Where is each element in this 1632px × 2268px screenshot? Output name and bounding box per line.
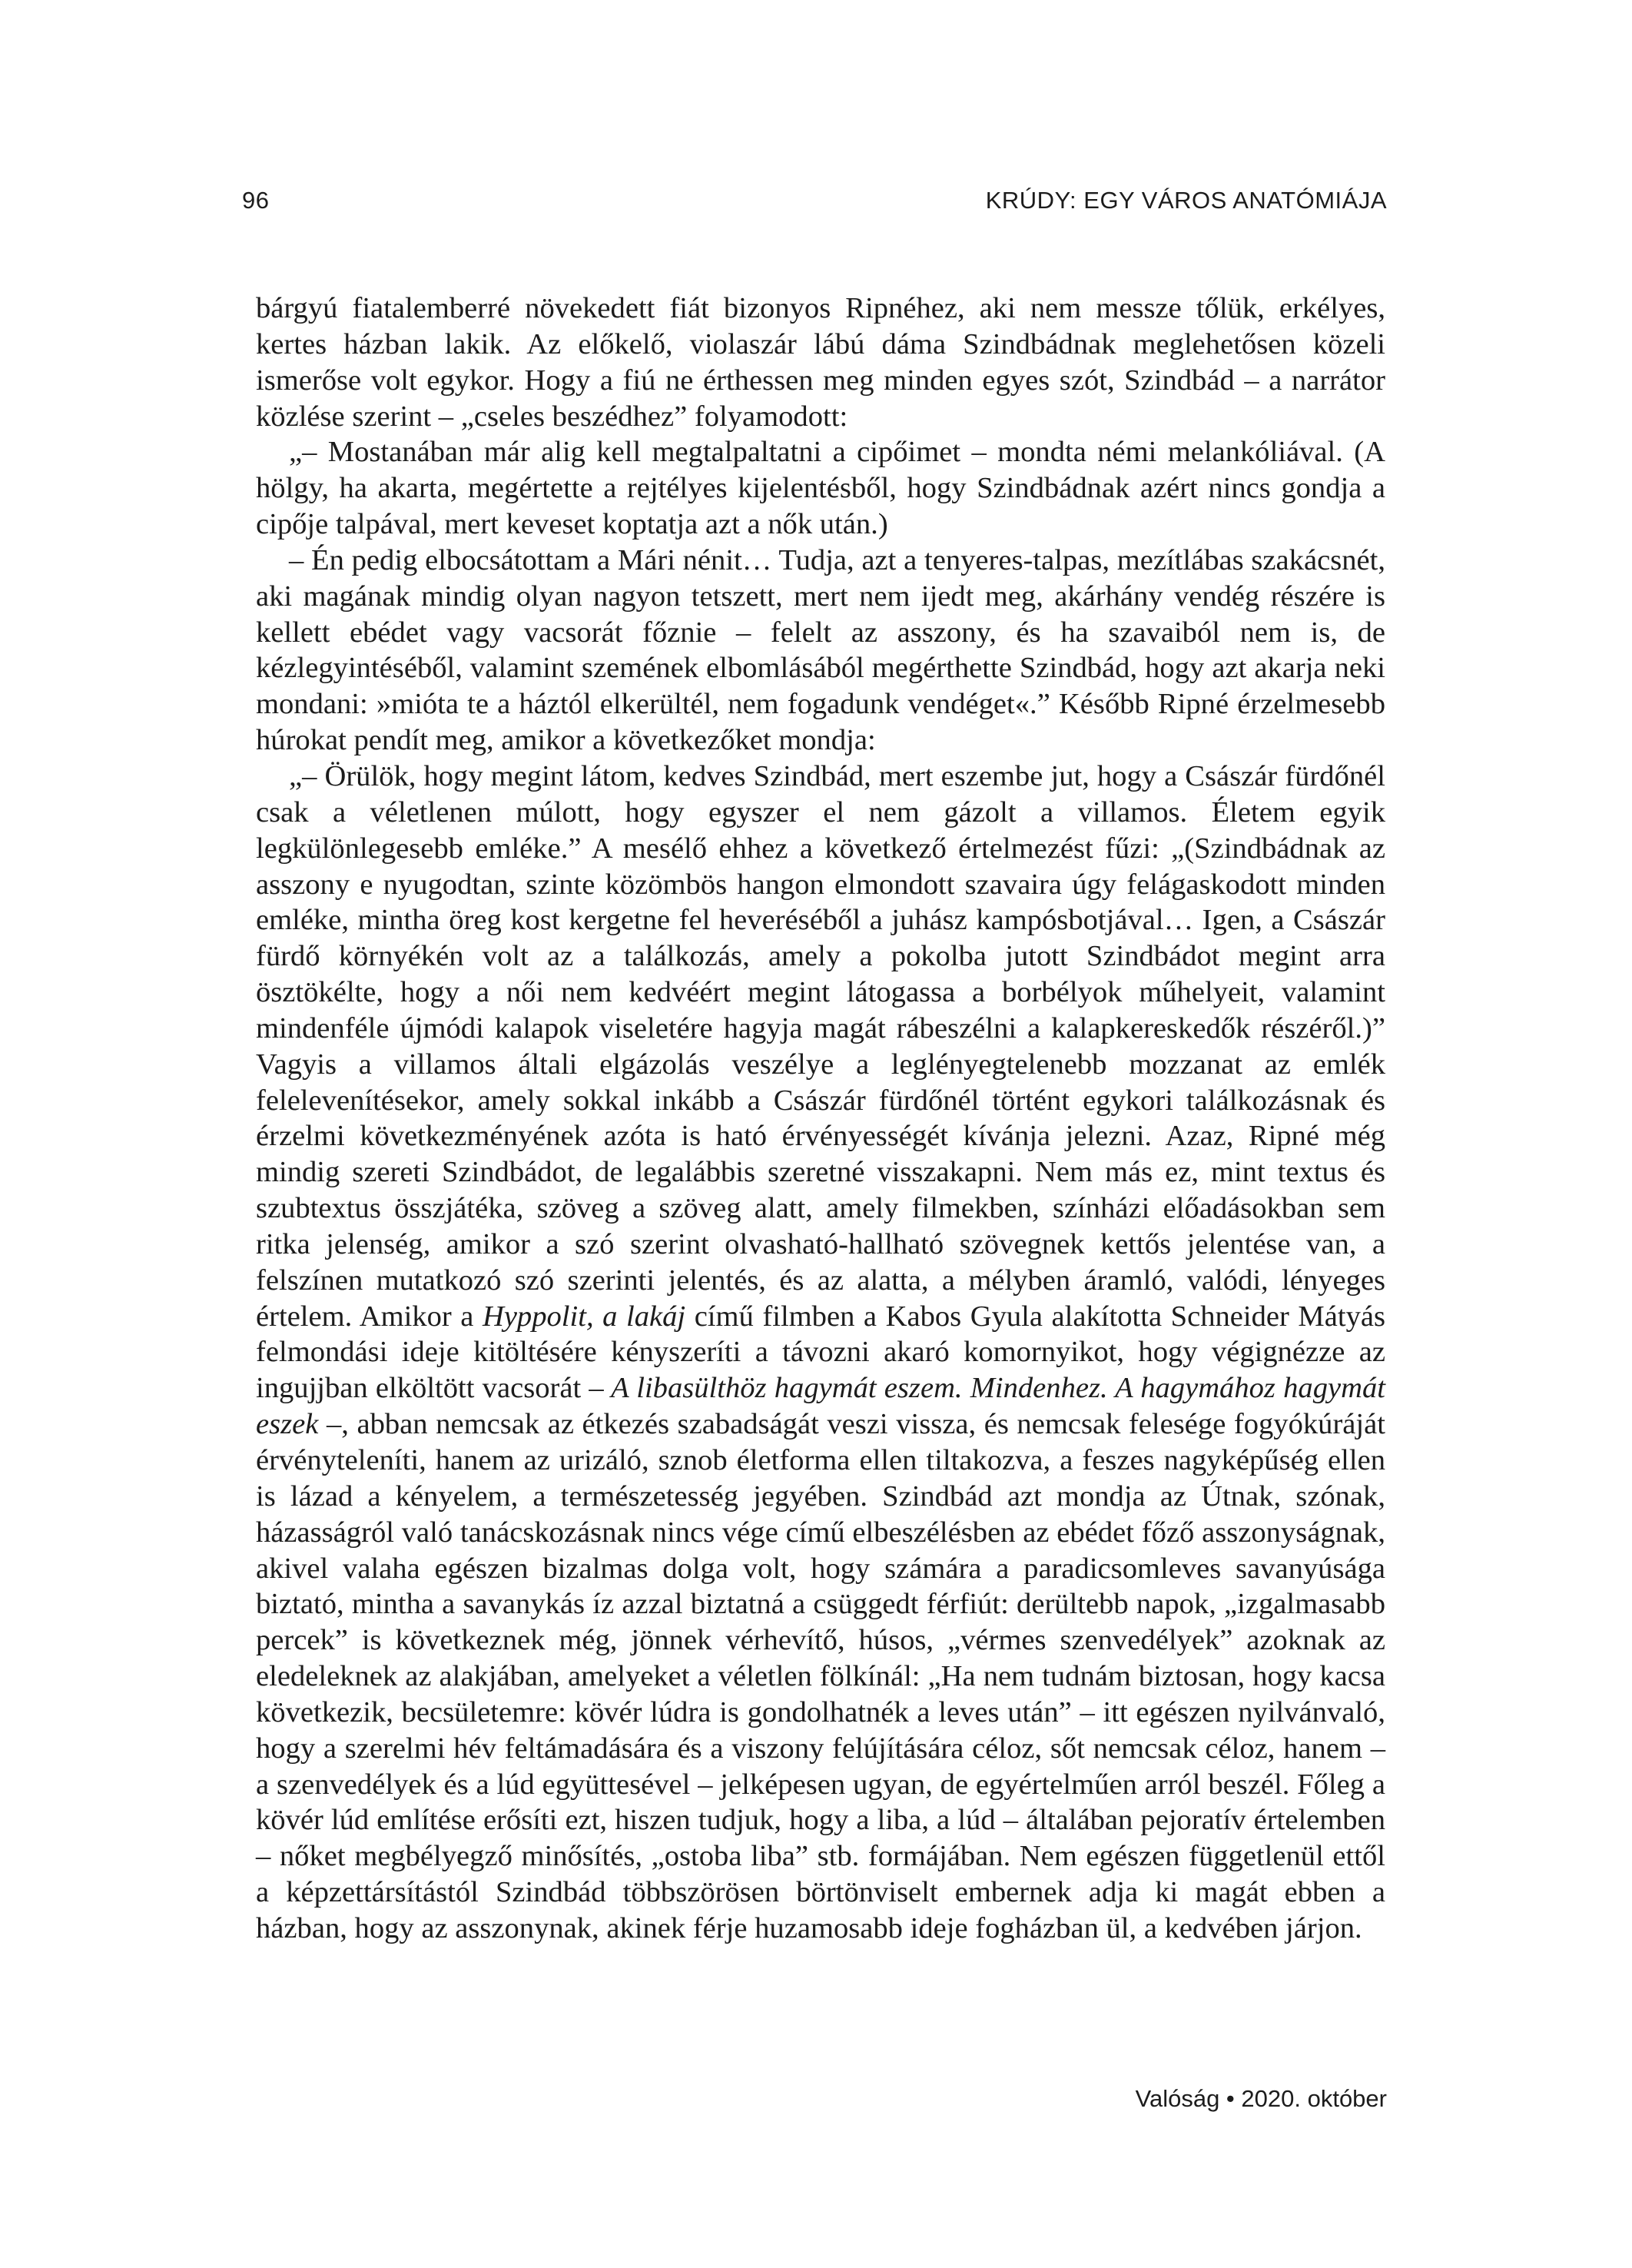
running-title: KRÚDY: EGY VÁROS ANATÓMIÁJA: [985, 187, 1387, 214]
paragraph-1: bárgyú fiatalemberré növekedett fiát bizonyos Ripnéhez, aki nem messze tőlük, erkélyes, kertes házban lakik. Az előkelő, violaszár lábú dáma Szindbádnak meglehetősen közeli ismerőse volt egykor. Hogy a fiú ne érthessen meg minden egyes szót, Szindbád – a narrátor közlése szerint – „cseles beszédhez” folyamodott:: [256, 292, 1385, 433]
film-title: Hyppolit, a lakáj: [482, 1300, 686, 1333]
paragraph-4-continued: című filmben a Kabos Gyula alakította Schneider Mátyás felmondási ideje kitöltésére kényszeríti a távozni akaró komornyikot, hogy végignézze az ingujjban elköltött vacsorát: [256, 1300, 1385, 1405]
paragraph-3: – Én pedig elbocsátottam a Mári nénit… Tudja, azt a tenyeres-talpas, mezítlábas szakácsnét, aki magának mindig olyan nagyon tetszett, mert nem ijedt meg, akárhány vendég részére is kellett ebédet vagy vacsorát főznie – felelt az asszony, és ha szavaiból nem is, de kézlegyintéséből, valamint szemének elbomlásából megérthette Szindbád, hogy azt akarja neki mondani: »mióta te a háztól elkerültél, nem fogadunk vendéget«.” Később Ripné érzelmesebb húrokat pendít meg, amikor a következőket mondja:: [256, 543, 1385, 757]
running-head: [242, 187, 1387, 218]
page-footer: Valóság • 2020. október: [1135, 2085, 1387, 2112]
paragraph-2: „– Mostanában már alig kell megtalpaltatni a cipőimet – mondta némi melankóliával. (A hölgy, ha akarta, megértette a rejtélyes kijelentésből, hogy Szindbádnak azért nincs gondja a cipője talpával, mert keveset koptatja azt a nők után.): [256, 436, 1385, 541]
film-quote: – A libasülthöz hagymát eszem. Mindenhez. A hagymához hagymát eszek: [256, 1372, 1385, 1441]
paragraph-4: [256, 759, 1385, 1947]
article-body: [256, 291, 1385, 1947]
page-number: 96: [242, 187, 270, 214]
paragraph-4-end: –, abban nemcsak az étkezés szabadságát veszi vissza, és nemcsak felesége fogyókúráját érvényteleníti, hanem az urizáló, sznob életforma ellen tiltakozva, a feszes nagyképűség ellen is lázad a kényelem, a természetesség jegyében. Szindbád azt mondja az Útnak, szónak, házasságról való tanácskozásnak nincs vége című elbeszélésben az ebédet főző asszonyságnak, akivel valaha egészen bizalmas dolga volt, hogy számára a paradicsomleves savanyúsága biztató, mintha a savanykás íz azzal biztatná a csüggedt férfiút: derültebb napok, „izgalmasabb percek” is következnek még, jönnek vérhevítő, húsos, „vérmes szenvedélyek” azoknak az eledeleknek az alakjában, amelyeket a véletlen fölkínál: „Ha nem tudnám biztosan, hogy kacsa következik, becsületemre: kövér lúdra is gondolhatnék a leves után” – itt egészen nyilvánvaló, hogy a szerelmi hév feltámadására és a viszony felújítására céloz, sőt nemcsak céloz, hanem – a szenvedélyek és a lúd együttesével – jelképesen ugyan, de egyértelműen arról beszél. Főleg a kövér lúd említése erősíti ezt, hiszen tudjuk, hogy a liba, a lúd – általában pejoratív értelemben – nőket megbélyegző minősítés, „ostoba liba” stb. formájában. Nem egészen függetlenül ettől a képzettársítástól Szindbád többszörösen börtönviselt embernek adja ki magát ebben a házban, hogy az asszonynak, akinek férje huzamosabb ideje fogházban ül, a kedvében járjon.: [256, 1408, 1385, 1944]
paragraph-4-text: „– Örülök, hogy megint látom, kedves Szindbád, mert eszembe jut, hogy a Császár fürdőnél csak a véletlenen múlott, hogy egyszer el nem gázolt a villamos. Életem egyik legkülönlegesebb emléke.” A mesélő ehhez a következő értelmezést fűzi: „(Szindbádnak az asszony e nyugodtan, szinte közömbös hangon elmondott szavaira úgy felágaskodott minden emléke, mintha öreg kost kergetne fel heveréséből a juhász kampósbotjával… Igen, a Császár fürdő környékén volt az a találkozás, amely a pokolba jutott Szindbádot megint arra ösztökélte, hogy a női nem kedvéért megint látogassa a borbélyok műhelyeit, valamint mindenféle újmódi kalapok viseletére hagyja magát rábeszélni a kalapkereskedők részéről.)” Vagyis a villamos általi elgázolás veszélye a leglényegtelenebb mozzanat az emlék felelevenítésekor, amely sokkal inkább a Császár fürdőnél történt egykori találkozásnak és érzelmi következményének azóta is ható érvényességét kívánja jelezni. Azaz, Ripné még mindig szereti Szindbádot, de legalábbis szeretné visszakapni. Nem más ez, mint textus és szubtextus összjátéka, szöveg a szöveg alatt, amely filmekben, színházi előadásokban sem ritka jelenség, amikor a szó szerint olvasható-hallható szövegnek kettős jelentése van, a felszínen mutatkozó szó szerinti jelentés, és az alatta, a mélyben áramló, valódi, lényeges értelem. Amikor a: [256, 759, 1385, 1333]
